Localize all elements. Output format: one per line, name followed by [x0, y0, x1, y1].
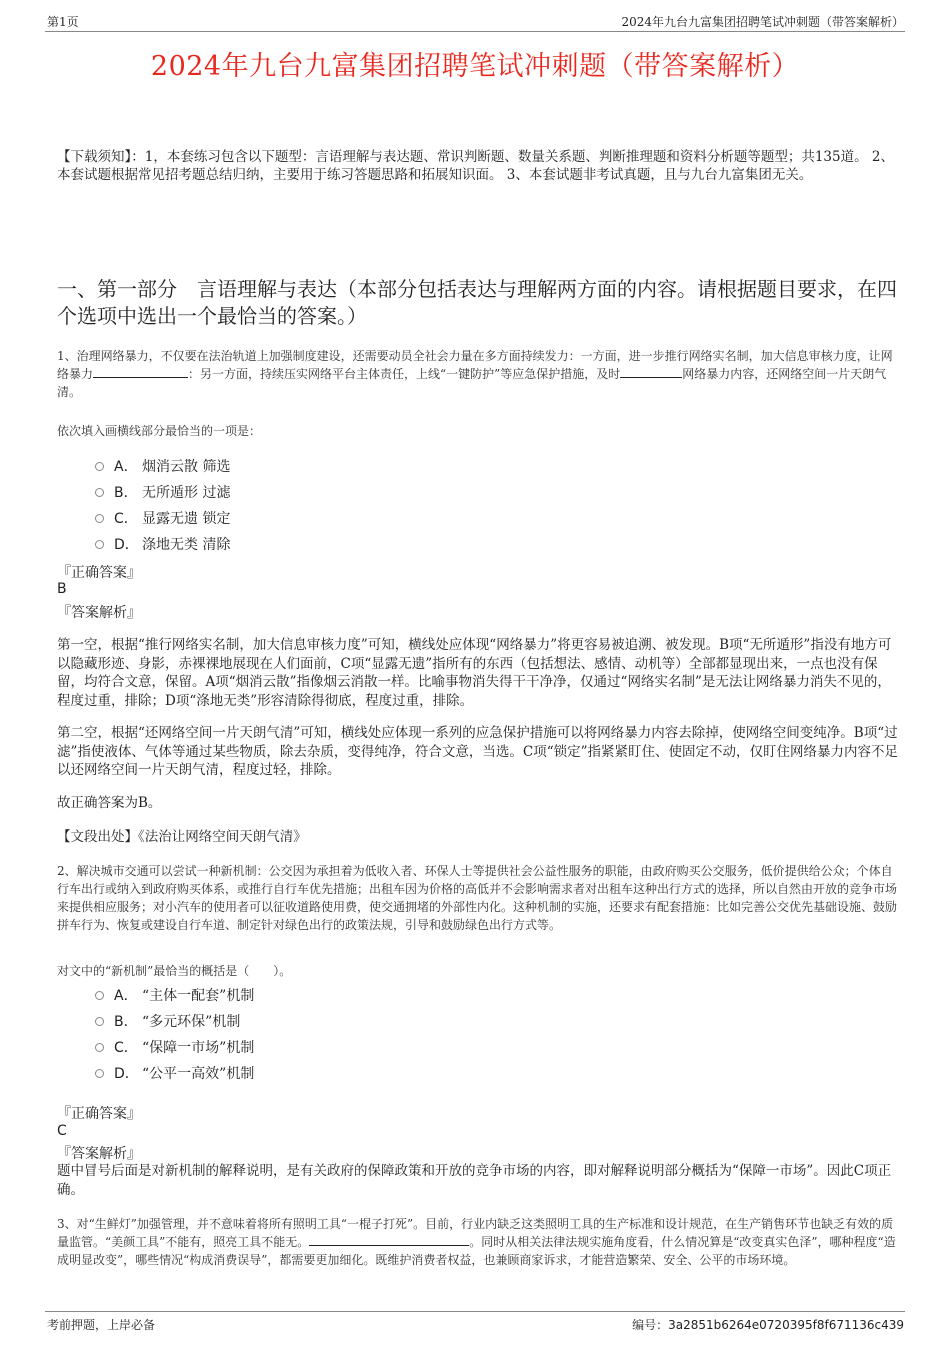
option-text: “保障一市场”机制: [142, 1040, 255, 1056]
q2-option-d[interactable]: [95, 1063, 254, 1083]
option-letter: D．: [114, 537, 139, 553]
question-1-prompt: 依次填入画横线部分最恰当的一项是：: [57, 424, 262, 438]
option-letter: A．: [114, 459, 138, 475]
question-3-stem: [57, 1215, 902, 1269]
q3-stem-part2: 。同时从相关法律法规实施角度看，什么情况算是“改变真实色泽”，哪种程度“造成明显改变”，哪些情况“构成消费误导”，都需要更加细化。既维护消费者权益，也兼顾商家诉求，才能营造繁荣、安全、公平的市场环境。: [57, 1235, 896, 1267]
q1-analysis-paragraph-2: 第二空，根据“还网络空间一片天朗气清”可知，横线处应体现一系列的应急保护措施可以将网络暴力内容去除掉，使网络空间变纯净。B项“过滤”指使液体、气体等通过某些物质，除去杂质，变得纯净，符合文意，当选。C项“锁定”指紧紧盯住、使固定不动，仅盯住网络暴力内容不足以还网络空间一片天朗气清，程度过轻，排除。: [57, 725, 899, 778]
q1-option-d[interactable]: [95, 534, 230, 554]
q1-answer: B: [57, 581, 67, 597]
q1-analysis-label: 『答案解析』: [57, 605, 141, 621]
option-text: 无所遁形 过滤: [142, 485, 231, 501]
q2-analysis: 题中冒号后面是对新机制的解释说明，是有关政府的保障政策和开放的竞争市场的内容，即对解释说明部分概括为“保障一市场”。因此C项正确。: [57, 1163, 892, 1198]
header-divider: [45, 31, 905, 32]
question-2-stem: 2、解决城市交通可以尝试一种新机制：公交因为承担着为低收入者、环保人士等提供社会公益性服务的职能，由政府购买公交服务，低价提供给公众；个体自行车出行或纳入到政府购买体系，或推行自行车优先措施；出租车因为价格的高低并不会影响需求者对出租车这种出行方式的选择，所以自然由开放的竞争市场来提供相应服务；对小汽车的使用者可以征收道路使用费，使交通拥堵的外部性内化。这种机制的实施，还要求有配套措施：比如完善公交优先基础设施、鼓励拼车行为、恢复或建设自行车道、制定针对绿色出行的政策法规，引导和鼓励绿色出行方式等。: [57, 864, 898, 932]
option-text: “主体一配套”机制: [142, 988, 255, 1004]
section-heading: 一、第一部分 言语理解与表达（本部分包括表达与理解两方面的内容。请根据题目要求，在四个选项中选出一个最恰当的答案。）: [57, 277, 897, 328]
q1-source: 【文段出处】《法治让网络空间天朗气清》: [57, 829, 307, 845]
option-letter: B．: [114, 1014, 138, 1030]
footer-slogan: 考前押题，上岸必备: [47, 1318, 156, 1332]
radio-icon[interactable]: [95, 1017, 104, 1026]
q2-answer-label: 『正确答案』: [57, 1106, 141, 1122]
radio-icon[interactable]: [95, 462, 104, 471]
q2-analysis-label: 『答案解析』: [57, 1146, 141, 1162]
q1-option-a[interactable]: [95, 456, 230, 476]
q1-blank-2: [620, 365, 682, 378]
option-letter: C．: [114, 1040, 138, 1056]
question-2-prompt: 对文中的“新机制”最恰当的概括是（ ）。: [57, 964, 292, 978]
radio-icon[interactable]: [95, 540, 104, 549]
q3-stem-part1: 3、对“生鲜灯”加强管理，并不意味着将所有照明工具“一棍子打死”。目前，行业内缺乏这类照明工具的生产标准和设计规范，在生产销售环节也缺乏有效的质量监管。“美颜工具”不能有，照亮工具不能无。: [57, 1217, 894, 1249]
option-text: 烟消云散 筛选: [142, 459, 231, 475]
option-text: “公平一高效”机制: [142, 1066, 255, 1082]
radio-icon[interactable]: [95, 1069, 104, 1078]
q1-stem-part2: ：另一方面，持续压实网络平台主体责任，上线“一键防护”等应急保护措施，及时: [188, 367, 621, 381]
footer-code-value: 3a2851b6264e0720395f8f671136c439: [668, 1318, 904, 1332]
question-1-stem: [57, 347, 902, 401]
footer-divider: [45, 1311, 905, 1312]
q1-option-c[interactable]: [95, 508, 230, 528]
radio-icon[interactable]: [95, 1043, 104, 1052]
radio-icon[interactable]: [95, 991, 104, 1000]
q3-blank: [309, 1233, 469, 1246]
footer-code: [632, 1316, 904, 1333]
document-title: 2024年九台九富集团招聘笔试冲刺题（带答案解析）: [150, 51, 800, 82]
q1-blank-1: [93, 365, 188, 378]
option-text: 涤地无类 清除: [142, 537, 231, 553]
option-letter: B．: [114, 485, 138, 501]
option-letter: A．: [114, 988, 138, 1004]
radio-icon[interactable]: [95, 514, 104, 523]
q2-option-c[interactable]: [95, 1037, 254, 1057]
q2-option-b[interactable]: [95, 1011, 240, 1031]
page-number: 第1页: [47, 15, 79, 29]
option-text: 显露无遗 锁定: [142, 511, 231, 527]
q1-analysis-paragraph-1: 第一空，根据“推行网络实名制，加大信息审核力度”可知，横线处应体现“网络暴力”将更容易被追溯、被发现。B项“无所遁形”指没有地方可以隐藏形迹、身影，赤裸裸地展现在人们面前，C项“显露无遗”指所有的东西（包括想法、感情、动机等）全部都显现出来，一点也没有保留，均符合文意，保留。A项“烟消云散”指像烟云消散一样。比喻事物消失得干干净净，仅通过“网络实名制”是无法让网络暴力消失不见的，程度过重，排除；D项“涤地无类”形容清除得彻底，程度过重，排除。: [57, 637, 892, 709]
footer-code-label: 编号：: [632, 1318, 669, 1332]
q2-answer: C: [57, 1123, 67, 1139]
option-letter: D．: [114, 1066, 139, 1082]
header-doc-title: 2024年九台九富集团招聘笔试冲刺题（带答案解析）: [621, 15, 904, 29]
download-notice: 【下载须知】：1，本套练习包含以下题型：言语理解与表达题、常识判断题、数量关系题、判断推理题和资料分析题等题型；共135道。 2、本套试题根据常见招考题总结归纳，主要用于练习答题思路和拓展知识面。 3、本套试题非考试真题，且与九台九富集团无关。: [57, 149, 894, 183]
q1-stem-part1: 1、治理网络暴力，不仅要在法治轨道上加强制度建设，还需要动员全社会力量在多方面持续发力：一方面，进一步推行网络实名制，加大信息审核力度，让网络暴力: [57, 349, 893, 381]
radio-icon[interactable]: [95, 488, 104, 497]
option-text: “多元环保”机制: [142, 1014, 241, 1030]
q1-stem-part3: 网络暴力内容，还网络空间一片天朗气清。: [57, 367, 887, 399]
q2-option-a[interactable]: [95, 985, 254, 1005]
option-letter: C．: [114, 511, 138, 527]
q1-option-b[interactable]: [95, 482, 230, 502]
q1-answer-label: 『正确答案』: [57, 565, 141, 581]
q1-conclusion: 故正确答案为B。: [57, 795, 162, 811]
